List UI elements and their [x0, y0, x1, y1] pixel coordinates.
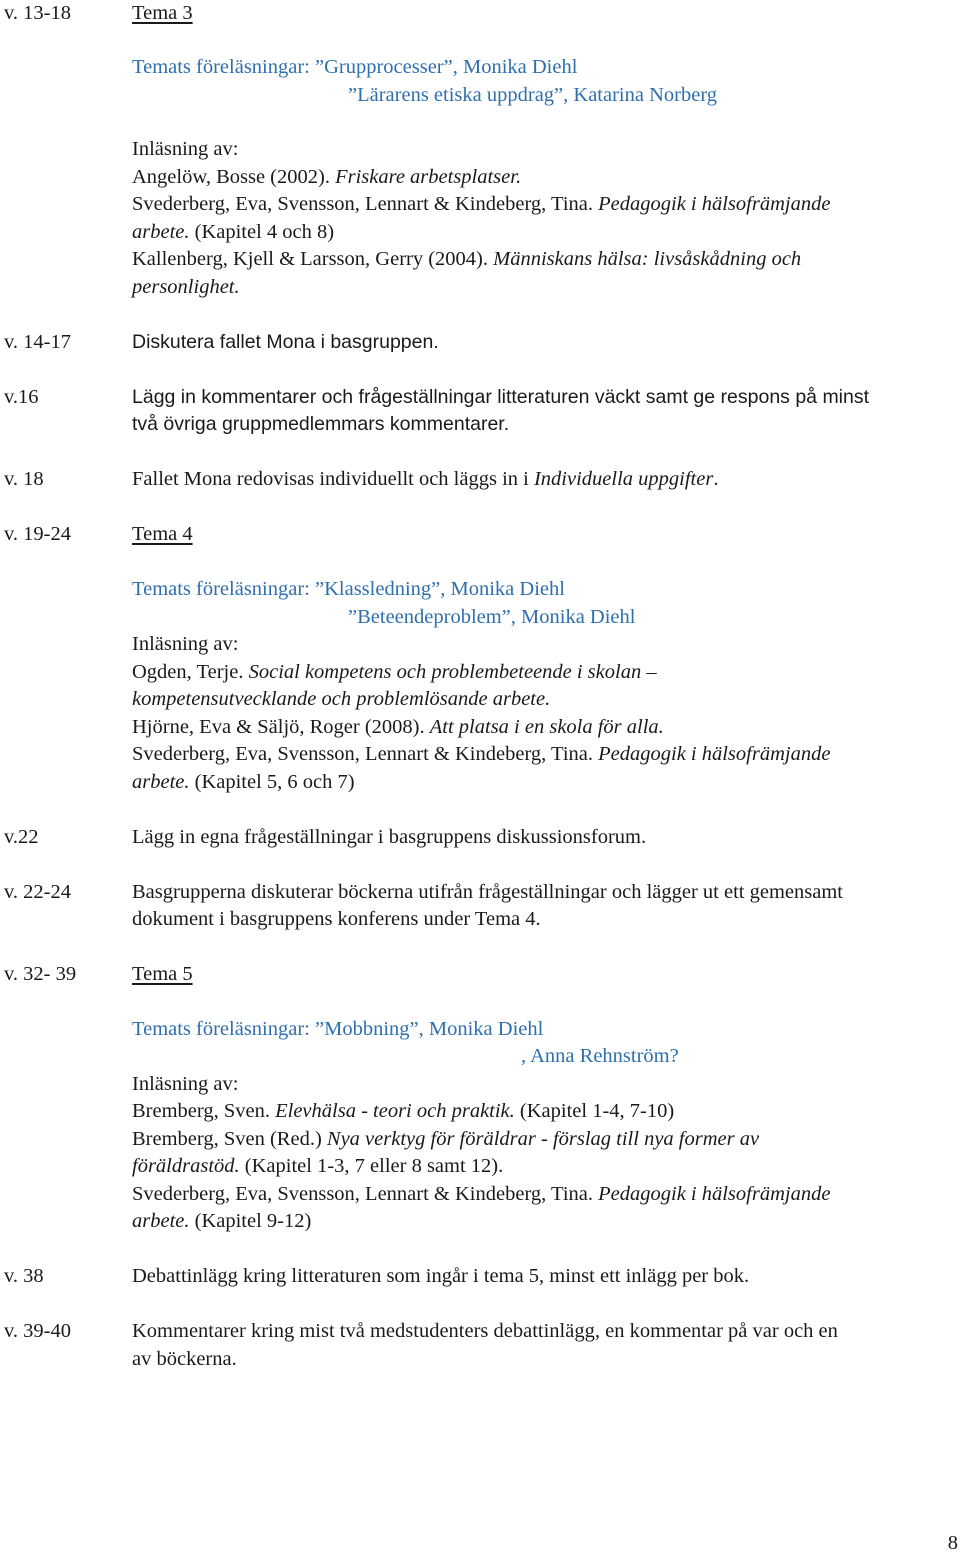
reading-author: Ogden, Terje. [132, 661, 249, 683]
reading-title: Pedagogik i hälsofrämjande [598, 1183, 831, 1205]
lecture-title: ”Mobbning”, Monika Diehl [315, 1018, 544, 1040]
reading-title: föräldrastöd. [132, 1155, 240, 1177]
week-label: v. 13-18 [4, 2, 71, 24]
reading-item [132, 741, 830, 769]
task-text-part: Fallet Mona redovisas individuellt och läggs in i [132, 468, 534, 490]
reading-title: Social kompetens och problembeteende i skolan – [248, 661, 657, 683]
lecture-prefix: Temats föreläsningar: [132, 578, 315, 600]
week-label: v. 39-40 [4, 1320, 71, 1342]
task-text [132, 466, 718, 494]
reading-title: Att platsa i en skola för alla. [429, 716, 664, 738]
reading-title: arbete. [132, 221, 190, 243]
reading-title: Friskare arbetsplatser. [335, 166, 522, 188]
reading-title: Pedagogik i hälsofrämjande [598, 743, 831, 765]
tema-5-heading: Tema 5 [132, 963, 193, 985]
task-text: av böckerna. [132, 1348, 237, 1370]
reading-item [132, 1098, 674, 1126]
reading-title: arbete. [132, 1210, 190, 1232]
reading-author: Svederberg, Eva, Svensson, Lennart & Kindeberg, Tina. [132, 743, 599, 765]
tema-4-lecture-2: ”Beteendeproblem”, Monika Diehl [348, 606, 636, 628]
task-text: Debattinlägg kring litteraturen som ingår i tema 5, minst ett inlägg per bok. [132, 1265, 750, 1287]
reading-title: kompetensutvecklande och problemlösande arbete. [132, 688, 551, 710]
lecture-title: ”Grupprocesser”, Monika Diehl [315, 56, 578, 78]
reading-author: Bremberg, Sven (Red.) [132, 1128, 327, 1150]
reading-item [132, 1181, 830, 1209]
reading-label: Inläsning av: [132, 633, 239, 655]
task-text: Lägg in egna frågeställningar i basgruppens diskussionsforum. [132, 826, 647, 848]
reading-author: Bremberg, Sven. [132, 1100, 276, 1122]
tema-5-lecture-2: , Anna Rehnström? [521, 1045, 679, 1067]
reading-item-cont [132, 1153, 503, 1181]
page-number: 8 [947, 1532, 958, 1554]
reading-item-cont [132, 1208, 311, 1236]
lecture-prefix: Temats föreläsningar: [132, 56, 315, 78]
reading-chapters: (Kapitel 1-3, 7 eller 8 samt 12). [239, 1155, 504, 1177]
reading-title: Elevhälsa - teori och praktik. [275, 1100, 515, 1122]
lecture-prefix: Temats föreläsningar: [132, 1018, 315, 1040]
reading-author: Svederberg, Eva, Svensson, Lennart & Kindeberg, Tina. [132, 1183, 599, 1205]
task-text: dokument i basgruppens konferens under Tema 4. [132, 908, 541, 930]
reading-label: Inläsning av: [132, 1073, 239, 1095]
task-text: Kommentarer kring mist två medstudenters debattinlägg, en kommentar på var och en [132, 1320, 838, 1342]
reading-chapters: (Kapitel 4 och 8) [189, 221, 335, 243]
reading-item [132, 191, 830, 219]
task-text: Lägg in kommentarer och frågeställningar litteraturen väckt samt ge respons på minst [132, 386, 870, 408]
reading-item-cont [132, 769, 355, 797]
reading-item-cont [132, 219, 334, 247]
reading-title: Pedagogik i hälsofrämjande [598, 193, 831, 215]
tema-4-lecture-1 [132, 576, 565, 604]
task-text-part: . [713, 468, 719, 490]
week-label: v. 19-24 [4, 523, 71, 545]
reading-item [132, 164, 521, 192]
week-label: v. 32- 39 [4, 963, 77, 985]
reading-author: Hjörne, Eva & Säljö, Roger (2008). [132, 716, 430, 738]
week-label: v.16 [4, 386, 39, 408]
reading-title: Människans hälsa: livsåskådning och [493, 248, 802, 270]
reading-author: Svederberg, Eva, Svensson, Lennart & Kindeberg, Tina. [132, 193, 599, 215]
week-label: v. 22-24 [4, 881, 71, 903]
reading-chapters: (Kapitel 9-12) [189, 1210, 312, 1232]
week-label: v.22 [4, 826, 39, 848]
week-label: v. 18 [4, 468, 44, 490]
reading-title: Nya verktyg för föräldrar - förslag till nya former av [326, 1128, 760, 1150]
reading-chapters: (Kapitel 5, 6 och 7) [189, 771, 355, 793]
reading-item-cont [132, 686, 550, 714]
reading-item [132, 659, 657, 687]
tema-4-heading: Tema 4 [132, 523, 193, 545]
reading-label: Inläsning av: [132, 138, 239, 160]
reading-item [132, 1126, 759, 1154]
reading-title: arbete. [132, 771, 190, 793]
reading-item [132, 246, 801, 274]
reading-chapters: (Kapitel 1-4, 7-10) [514, 1100, 675, 1122]
week-label: v. 38 [4, 1265, 44, 1287]
reading-item-cont [132, 274, 240, 302]
task-text: två övriga gruppmedlemmars kommentarer. [132, 413, 510, 435]
reading-title: personlighet. [132, 276, 240, 298]
week-label: v. 14-17 [4, 331, 71, 353]
task-text: Basgrupperna diskuterar böckerna utifrån frågeställningar och lägger ut ett gemensamt [132, 881, 843, 903]
tema-3-heading: Tema 3 [132, 2, 193, 24]
reading-author: Angelöw, Bosse (2002). [132, 166, 336, 188]
task-link-text: Individuella uppgifter [533, 468, 714, 490]
lecture-title: ”Klassledning”, Monika Diehl [315, 578, 565, 600]
tema-3-lecture-1 [132, 54, 577, 82]
reading-author: Kallenberg, Kjell & Larsson, Gerry (2004). [132, 248, 494, 270]
reading-item [132, 714, 664, 742]
tema-5-lecture-1 [132, 1016, 543, 1044]
task-text: Diskutera fallet Mona i basgruppen. [132, 331, 439, 353]
tema-3-lecture-2: ”Lärarens etiska uppdrag”, Katarina Norberg [348, 84, 718, 106]
